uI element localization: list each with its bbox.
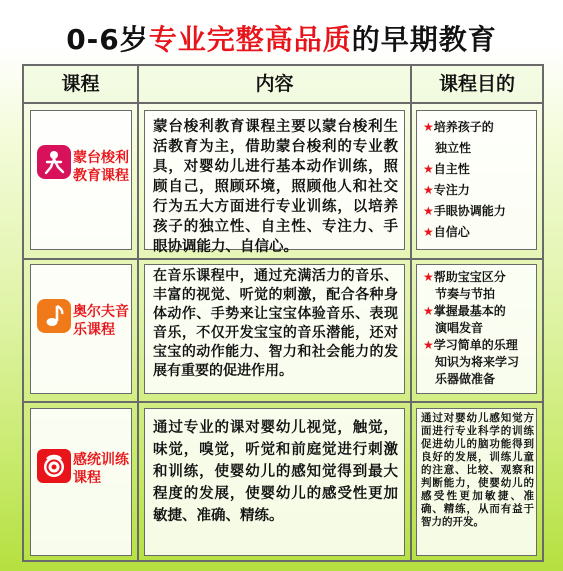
goal-text: 帮助宝宝区分 — [433, 270, 506, 284]
course-name-line: 教育课程 — [73, 168, 129, 184]
page-title — [0, 18, 563, 58]
title-highlight: 专业完整高品质 — [148, 23, 352, 56]
goal-text: 自信心 — [433, 225, 470, 239]
course-description: 在音乐课程中，通过充满活力的音乐、丰富的视觉、听觉的刺激，配合各种身体动作、手势来让宝宝体验音乐、表现音乐，不仅开发宝宝的音乐潜能，还对宝宝的动作能力、智力和社会能力的发展有重要的促进作用。 — [153, 268, 398, 379]
montessori-dancer-icon — [37, 145, 71, 179]
goal-cell-orff — [416, 264, 537, 394]
course-name-line: 课程 — [73, 470, 101, 486]
goal-item — [423, 201, 535, 222]
goal-item — [423, 354, 535, 371]
goal-list — [423, 269, 535, 388]
divider — [137, 66, 139, 560]
course-name-line: 感统训练 — [73, 452, 129, 468]
goal-text: 手眼协调能力 — [433, 204, 506, 218]
divider — [410, 66, 412, 560]
header-goal: 课程目的 — [438, 73, 515, 95]
star-icon: ★ — [423, 120, 434, 134]
goal-text: 自主性 — [433, 162, 470, 176]
header-course: 课程 — [61, 73, 100, 95]
goal-text: 学习简单的乐理 — [433, 338, 518, 352]
goal-item — [423, 286, 535, 303]
goal-text: 节奏与节拍 — [435, 287, 496, 301]
star-icon: ★ — [423, 338, 434, 352]
goal-text: 培养孩子的 — [433, 120, 494, 134]
goal-paragraph: 通过对婴幼儿感知觉方面进行专业科学的训练促进幼儿的脑功能得到良好的发展，训练儿童的注意、比较、观察和判断能力，使婴幼儿的感受性更加敏捷、准确、精练，从而有益于智力的开发。 — [421, 412, 534, 528]
course-name-line: 乐课程 — [73, 322, 115, 338]
goal-item — [423, 180, 535, 201]
content-cell-montessori — [144, 110, 405, 255]
course-description: 蒙台梭利教育课程主要以蒙台梭利生活教育为主，借助蒙台梭利的专业教具，对婴幼儿进行基本动作训练，照顾自己，照顾环境，照顾他人和社交行为五大方面进行专业训练，以培养孩子的独立性、自主性、专注力、手眼协调能力、自信心。 — [153, 119, 398, 255]
divider — [24, 401, 542, 403]
goal-list — [423, 117, 535, 243]
baby-face-icon — [37, 449, 71, 483]
course-name — [73, 149, 129, 185]
course-name-line: 蒙台梭利 — [73, 150, 129, 166]
goal-text: 掌握最基本的 — [433, 304, 506, 318]
divider — [24, 102, 542, 104]
goal-text: 演唱发音 — [435, 321, 484, 335]
goal-text: 独立性 — [435, 141, 472, 155]
course-cell-sensory — [30, 408, 132, 556]
goal-cell-montessori — [416, 110, 537, 250]
star-icon: ★ — [423, 304, 434, 318]
goal-item — [423, 269, 535, 286]
divider — [24, 258, 542, 260]
goal-item — [423, 337, 535, 354]
header-content: 内容 — [255, 73, 294, 95]
star-icon: ★ — [423, 162, 434, 176]
course-name — [73, 303, 129, 339]
goal-item — [423, 320, 535, 337]
goal-text: 乐器做准备 — [435, 372, 496, 386]
course-name — [73, 451, 129, 487]
goal-text: 知识为将来学习 — [435, 355, 520, 369]
goal-item — [423, 222, 535, 243]
star-icon: ★ — [423, 270, 434, 284]
star-icon: ★ — [423, 204, 434, 218]
music-note-icon — [37, 299, 71, 333]
goal-item — [423, 371, 535, 388]
goal-item — [423, 159, 535, 180]
content-cell-sensory — [144, 408, 405, 556]
course-description: 通过专业的课对婴幼儿视觉，触觉，味觉，嗅觉，听觉和前庭觉进行刺激和训练，使婴幼儿的感知觉得到最大程度的发展，使婴幼儿的感受性更加敏捷、准确、精练。 — [153, 420, 398, 524]
goal-item — [423, 138, 535, 159]
goal-text: 专注力 — [433, 183, 470, 197]
title-age: 0-6岁 — [66, 23, 149, 56]
goal-cell-sensory — [416, 408, 537, 556]
goal-item — [423, 303, 535, 320]
course-cell-montessori — [30, 110, 132, 250]
curriculum-table — [22, 64, 544, 562]
star-icon: ★ — [423, 225, 434, 239]
course-name-line: 奥尔夫音 — [73, 304, 129, 320]
star-icon: ★ — [423, 183, 434, 197]
course-cell-orff — [30, 264, 132, 394]
title-tail: 的早期教育 — [351, 23, 497, 56]
table-header — [24, 66, 542, 102]
goal-item — [423, 117, 535, 138]
content-cell-orff — [144, 264, 405, 394]
